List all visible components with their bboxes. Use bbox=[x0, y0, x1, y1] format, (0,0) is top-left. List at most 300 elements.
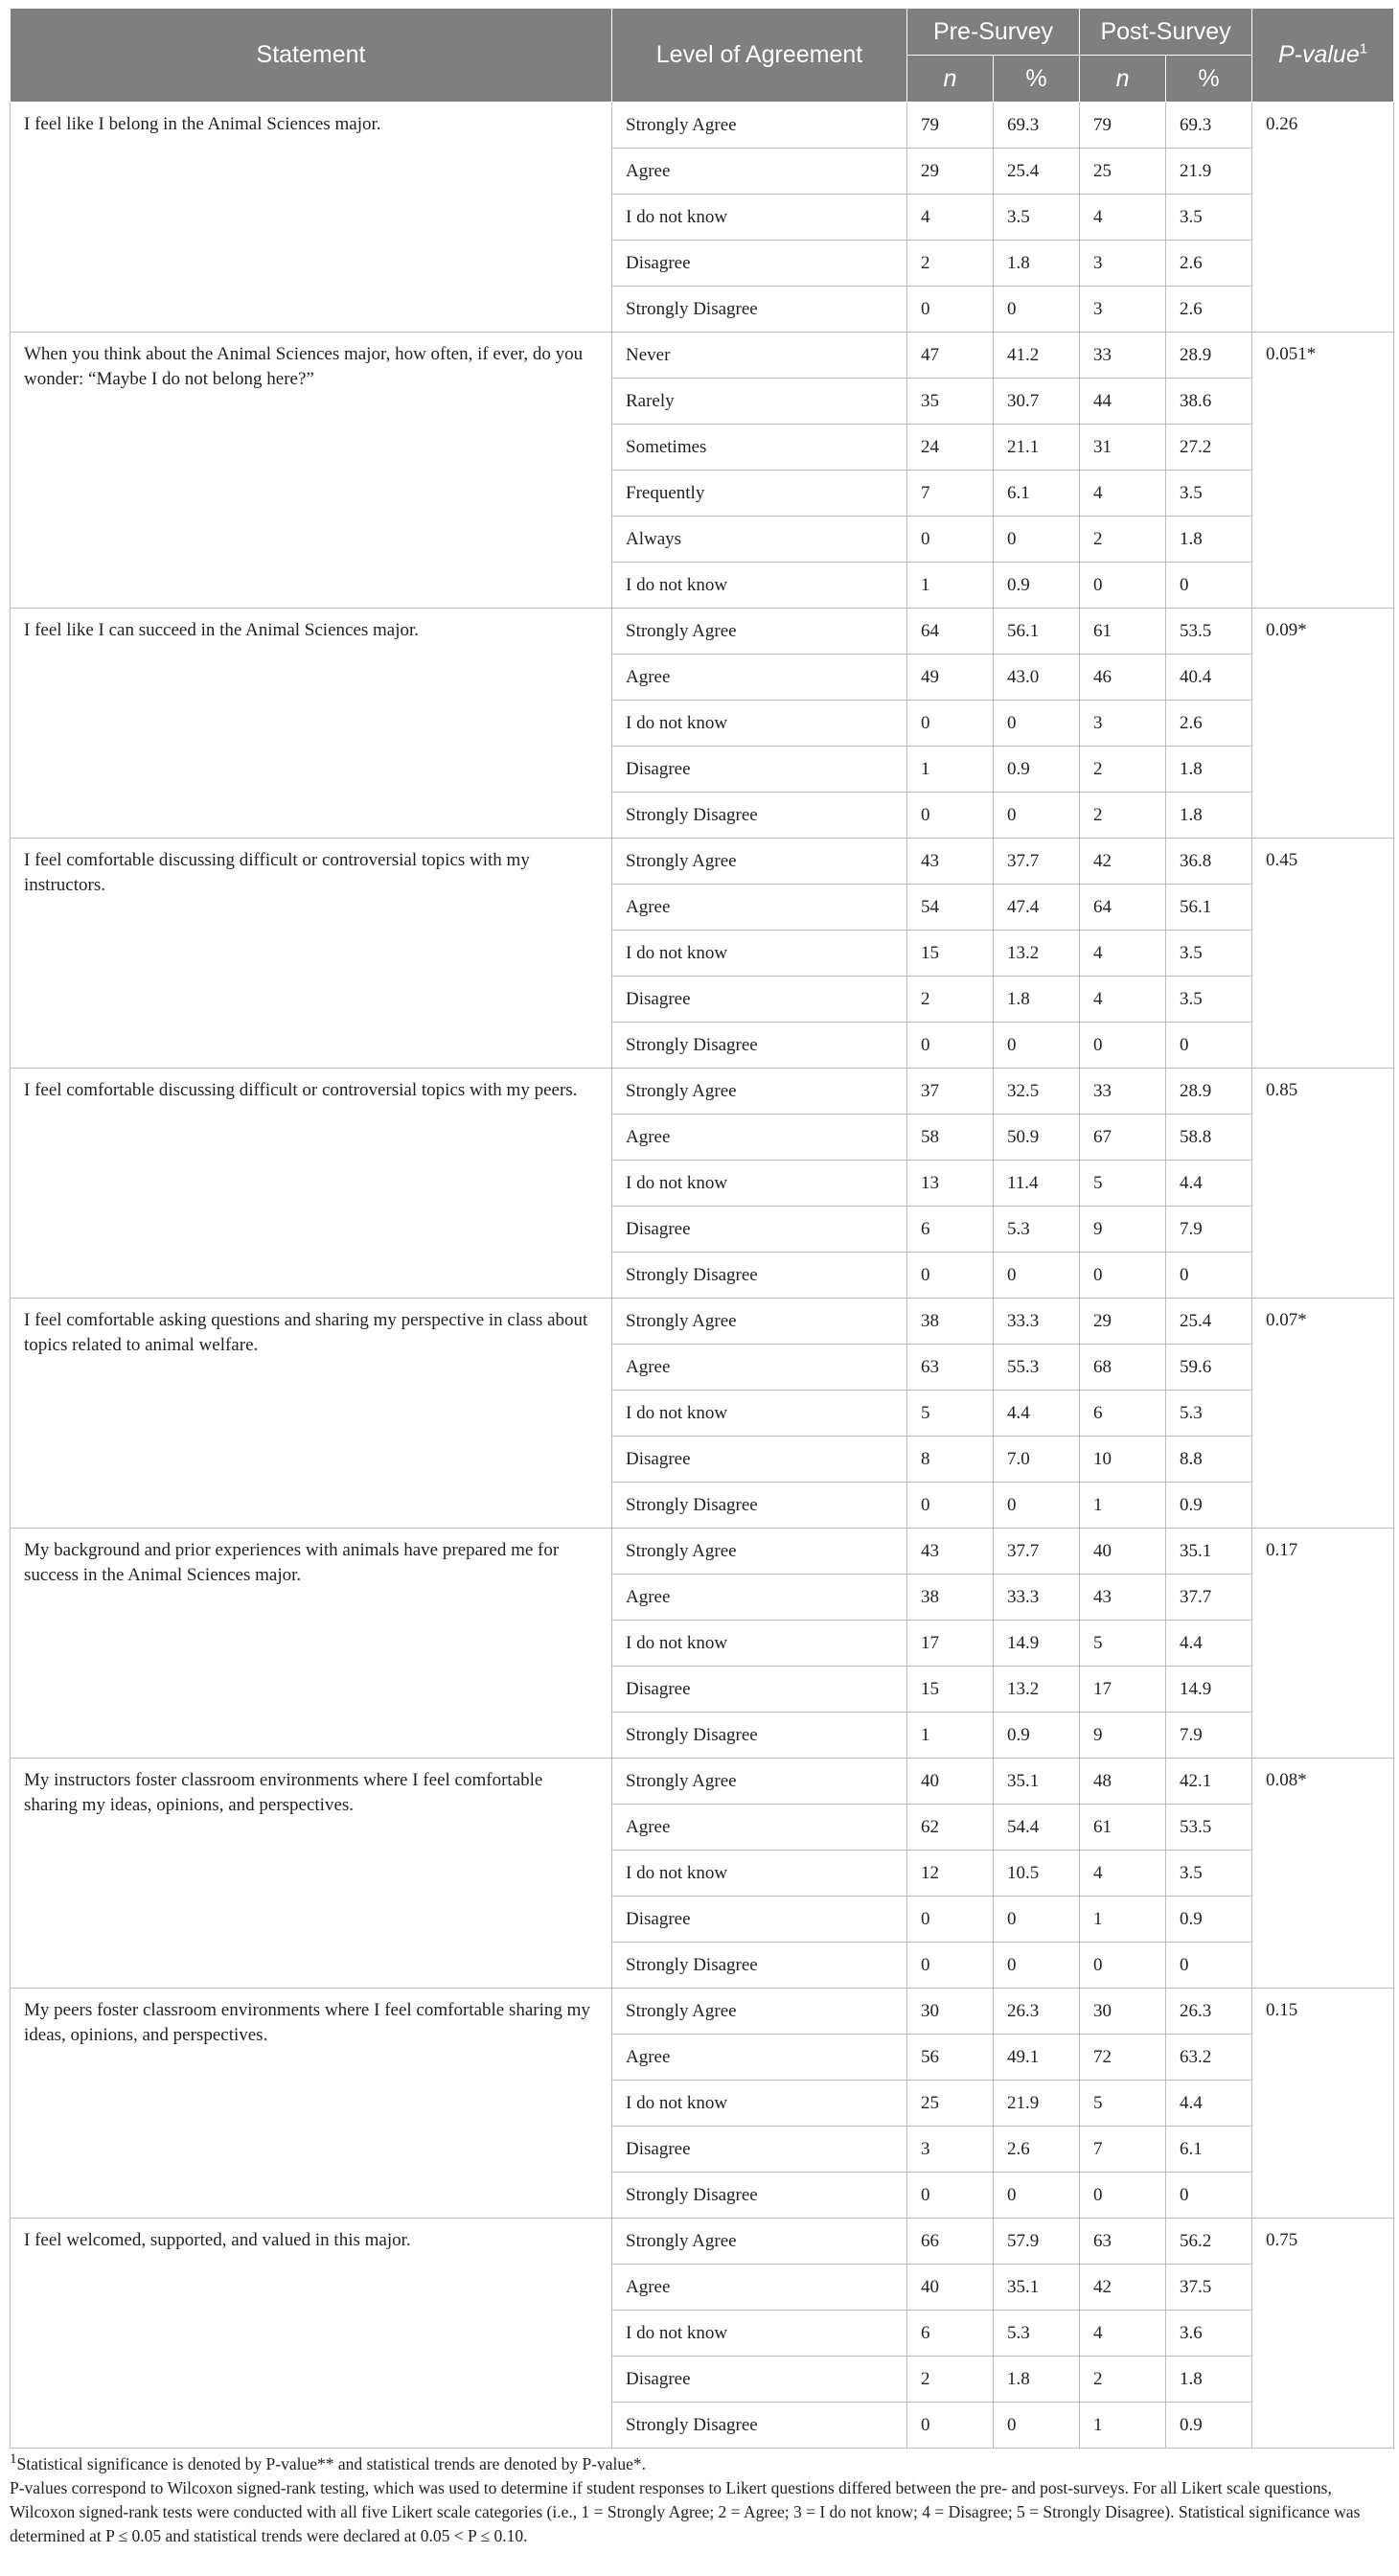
post-n-cell: 5 bbox=[1080, 1621, 1166, 1667]
header-p-value bbox=[1252, 9, 1394, 103]
statement-cell: I feel like I belong in the Animal Sciences major. bbox=[11, 103, 612, 333]
pre-percent-cell: 0 bbox=[994, 2403, 1080, 2449]
post-percent-cell: 28.9 bbox=[1166, 333, 1252, 379]
pre-percent-cell: 30.7 bbox=[994, 379, 1080, 425]
level-cell: Strongly Agree bbox=[612, 1069, 907, 1115]
post-n-cell: 0 bbox=[1080, 563, 1166, 609]
p-value-cell: 0.17 bbox=[1252, 1529, 1394, 1759]
table-footnote bbox=[10, 2452, 1393, 2548]
post-n-cell: 0 bbox=[1080, 1253, 1166, 1299]
post-percent-cell: 36.8 bbox=[1166, 839, 1252, 885]
table-row bbox=[11, 103, 1394, 149]
pre-percent-cell: 1.8 bbox=[994, 241, 1080, 287]
pre-percent-cell: 21.9 bbox=[994, 2081, 1080, 2127]
pre-percent-cell: 55.3 bbox=[994, 1345, 1080, 1391]
post-percent-cell: 37.5 bbox=[1166, 2265, 1252, 2311]
level-cell: Strongly Agree bbox=[612, 103, 907, 149]
post-percent-cell: 53.5 bbox=[1166, 1805, 1252, 1851]
header-post-n: n bbox=[1080, 56, 1166, 103]
post-n-cell: 5 bbox=[1080, 2081, 1166, 2127]
post-percent-cell: 40.4 bbox=[1166, 655, 1252, 701]
post-n-cell: 42 bbox=[1080, 2265, 1166, 2311]
post-percent-cell: 58.8 bbox=[1166, 1115, 1252, 1161]
pre-n-cell: 1 bbox=[907, 747, 994, 793]
post-n-cell: 1 bbox=[1080, 1897, 1166, 1943]
post-n-cell: 0 bbox=[1080, 1023, 1166, 1069]
pre-n-cell: 25 bbox=[907, 2081, 994, 2127]
pre-n-cell: 4 bbox=[907, 195, 994, 241]
pre-n-cell: 79 bbox=[907, 103, 994, 149]
p-value-cell: 0.08* bbox=[1252, 1759, 1394, 1989]
pre-percent-cell: 10.5 bbox=[994, 1851, 1080, 1897]
pre-n-cell: 1 bbox=[907, 563, 994, 609]
pre-percent-cell: 13.2 bbox=[994, 931, 1080, 977]
pre-n-cell: 0 bbox=[907, 701, 994, 747]
post-percent-cell: 38.6 bbox=[1166, 379, 1252, 425]
pre-percent-cell: 0.9 bbox=[994, 563, 1080, 609]
level-cell: Disagree bbox=[612, 1437, 907, 1483]
pre-n-cell: 0 bbox=[907, 1943, 994, 1989]
pre-n-cell: 0 bbox=[907, 1483, 994, 1529]
pre-percent-cell: 32.5 bbox=[994, 1069, 1080, 1115]
pre-n-cell: 0 bbox=[907, 1897, 994, 1943]
post-percent-cell: 0 bbox=[1166, 563, 1252, 609]
post-percent-cell: 3.5 bbox=[1166, 931, 1252, 977]
pre-percent-cell: 0 bbox=[994, 2173, 1080, 2219]
pre-percent-cell: 13.2 bbox=[994, 1667, 1080, 1713]
pre-percent-cell: 69.3 bbox=[994, 103, 1080, 149]
p-value-cell: 0.07* bbox=[1252, 1299, 1394, 1529]
level-cell: Strongly Agree bbox=[612, 1989, 907, 2035]
pre-percent-cell: 47.4 bbox=[994, 885, 1080, 931]
post-percent-cell: 3.5 bbox=[1166, 471, 1252, 517]
pre-percent-cell: 37.7 bbox=[994, 839, 1080, 885]
pre-percent-cell: 2.6 bbox=[994, 2127, 1080, 2173]
pre-percent-cell: 50.9 bbox=[994, 1115, 1080, 1161]
pre-percent-cell: 7.0 bbox=[994, 1437, 1080, 1483]
pre-n-cell: 17 bbox=[907, 1621, 994, 1667]
header-p-value-label: P-value bbox=[1277, 41, 1360, 68]
statement-cell: My peers foster classroom environments where I feel comfortable sharing my ideas, opinions, and perspectives. bbox=[11, 1989, 612, 2219]
level-cell: I do not know bbox=[612, 931, 907, 977]
post-n-cell: 2 bbox=[1080, 747, 1166, 793]
level-cell: Agree bbox=[612, 2265, 907, 2311]
level-cell: I do not know bbox=[612, 1391, 907, 1437]
post-n-cell: 25 bbox=[1080, 149, 1166, 195]
pre-percent-cell: 49.1 bbox=[994, 2035, 1080, 2081]
pre-percent-cell: 26.3 bbox=[994, 1989, 1080, 2035]
pre-percent-cell: 33.3 bbox=[994, 1299, 1080, 1345]
post-n-cell: 29 bbox=[1080, 1299, 1166, 1345]
footnote-superscript: 1 bbox=[10, 2451, 17, 2468]
level-cell: Strongly Disagree bbox=[612, 2173, 907, 2219]
pre-percent-cell: 1.8 bbox=[994, 977, 1080, 1023]
post-n-cell: 4 bbox=[1080, 2311, 1166, 2357]
post-n-cell: 2 bbox=[1080, 517, 1166, 563]
level-cell: Frequently bbox=[612, 471, 907, 517]
pre-n-cell: 5 bbox=[907, 1391, 994, 1437]
post-percent-cell: 42.1 bbox=[1166, 1759, 1252, 1805]
pre-percent-cell: 0 bbox=[994, 1897, 1080, 1943]
p-value-cell: 0.15 bbox=[1252, 1989, 1394, 2219]
pre-percent-cell: 33.3 bbox=[994, 1575, 1080, 1621]
level-cell: Agree bbox=[612, 1575, 907, 1621]
pre-n-cell: 63 bbox=[907, 1345, 994, 1391]
post-n-cell: 4 bbox=[1080, 931, 1166, 977]
level-cell: I do not know bbox=[612, 2311, 907, 2357]
table-row bbox=[11, 609, 1394, 655]
level-cell: Strongly Disagree bbox=[612, 793, 907, 839]
level-cell: I do not know bbox=[612, 2081, 907, 2127]
level-cell: I do not know bbox=[612, 701, 907, 747]
table-row bbox=[11, 1529, 1394, 1575]
post-n-cell: 64 bbox=[1080, 885, 1166, 931]
post-percent-cell: 0 bbox=[1166, 1253, 1252, 1299]
pre-n-cell: 40 bbox=[907, 1759, 994, 1805]
pre-percent-cell: 11.4 bbox=[994, 1161, 1080, 1207]
post-percent-cell: 3.6 bbox=[1166, 2311, 1252, 2357]
post-n-cell: 48 bbox=[1080, 1759, 1166, 1805]
pre-n-cell: 7 bbox=[907, 471, 994, 517]
level-cell: Strongly Disagree bbox=[612, 1253, 907, 1299]
pre-n-cell: 40 bbox=[907, 2265, 994, 2311]
post-n-cell: 31 bbox=[1080, 425, 1166, 471]
pre-n-cell: 6 bbox=[907, 1207, 994, 1253]
level-cell: I do not know bbox=[612, 1621, 907, 1667]
statement-cell: I feel comfortable discussing difficult or controversial topics with my instructors. bbox=[11, 839, 612, 1069]
post-n-cell: 44 bbox=[1080, 379, 1166, 425]
pre-n-cell: 62 bbox=[907, 1805, 994, 1851]
post-percent-cell: 1.8 bbox=[1166, 747, 1252, 793]
level-cell: Strongly Disagree bbox=[612, 1713, 907, 1759]
level-cell: Strongly Disagree bbox=[612, 1943, 907, 1989]
pre-percent-cell: 35.1 bbox=[994, 2265, 1080, 2311]
post-percent-cell: 3.5 bbox=[1166, 1851, 1252, 1897]
post-percent-cell: 4.4 bbox=[1166, 1161, 1252, 1207]
pre-n-cell: 0 bbox=[907, 1023, 994, 1069]
post-n-cell: 42 bbox=[1080, 839, 1166, 885]
survey-results-table bbox=[10, 8, 1394, 2449]
post-n-cell: 5 bbox=[1080, 1161, 1166, 1207]
post-n-cell: 4 bbox=[1080, 471, 1166, 517]
post-percent-cell: 2.6 bbox=[1166, 287, 1252, 333]
post-n-cell: 9 bbox=[1080, 1207, 1166, 1253]
pre-n-cell: 54 bbox=[907, 885, 994, 931]
pre-n-cell: 43 bbox=[907, 839, 994, 885]
pre-n-cell: 15 bbox=[907, 931, 994, 977]
pre-n-cell: 29 bbox=[907, 149, 994, 195]
post-n-cell: 33 bbox=[1080, 333, 1166, 379]
header-p-value-superscript: 1 bbox=[1359, 40, 1368, 58]
pre-n-cell: 8 bbox=[907, 1437, 994, 1483]
post-percent-cell: 1.8 bbox=[1166, 793, 1252, 839]
post-n-cell: 79 bbox=[1080, 103, 1166, 149]
level-cell: Always bbox=[612, 517, 907, 563]
statement-cell: My instructors foster classroom environments where I feel comfortable sharing my ideas, opinions, and perspectives. bbox=[11, 1759, 612, 1989]
level-cell: I do not know bbox=[612, 1851, 907, 1897]
pre-percent-cell: 3.5 bbox=[994, 195, 1080, 241]
table-row bbox=[11, 1069, 1394, 1115]
table-header bbox=[11, 9, 1394, 103]
statement-cell: I feel comfortable discussing difficult or controversial topics with my peers. bbox=[11, 1069, 612, 1299]
post-n-cell: 3 bbox=[1080, 241, 1166, 287]
level-cell: Agree bbox=[612, 1345, 907, 1391]
level-cell: Disagree bbox=[612, 1207, 907, 1253]
statement-cell: I feel like I can succeed in the Animal Sciences major. bbox=[11, 609, 612, 839]
p-value-cell: 0.051* bbox=[1252, 333, 1394, 609]
pre-n-cell: 0 bbox=[907, 1253, 994, 1299]
header-pre-survey: Pre-Survey bbox=[907, 9, 1080, 56]
post-percent-cell: 63.2 bbox=[1166, 2035, 1252, 2081]
post-n-cell: 4 bbox=[1080, 977, 1166, 1023]
pre-percent-cell: 5.3 bbox=[994, 2311, 1080, 2357]
pre-percent-cell: 25.4 bbox=[994, 149, 1080, 195]
statement-cell: When you think about the Animal Sciences major, how often, if ever, do you wonder: “Maybe I do not belong here?” bbox=[11, 333, 612, 609]
level-cell: Strongly Disagree bbox=[612, 1023, 907, 1069]
footnote-significance-text: Statistical significance is denoted by P-value** and statistical trends are denoted by P-value*. bbox=[16, 2454, 647, 2473]
post-percent-cell: 14.9 bbox=[1166, 1667, 1252, 1713]
post-percent-cell: 2.6 bbox=[1166, 701, 1252, 747]
p-value-cell: 0.75 bbox=[1252, 2219, 1394, 2449]
table-row bbox=[11, 1759, 1394, 1805]
pre-n-cell: 2 bbox=[907, 977, 994, 1023]
post-n-cell: 10 bbox=[1080, 1437, 1166, 1483]
post-percent-cell: 0 bbox=[1166, 2173, 1252, 2219]
level-cell: Strongly Agree bbox=[612, 1759, 907, 1805]
pre-n-cell: 38 bbox=[907, 1299, 994, 1345]
level-cell: Disagree bbox=[612, 2357, 907, 2403]
table-body bbox=[11, 103, 1394, 2449]
pre-percent-cell: 6.1 bbox=[994, 471, 1080, 517]
pre-percent-cell: 41.2 bbox=[994, 333, 1080, 379]
header-statement: Statement bbox=[11, 9, 612, 103]
post-percent-cell: 7.9 bbox=[1166, 1713, 1252, 1759]
level-cell: Disagree bbox=[612, 977, 907, 1023]
post-n-cell: 43 bbox=[1080, 1575, 1166, 1621]
post-percent-cell: 28.9 bbox=[1166, 1069, 1252, 1115]
level-cell: Agree bbox=[612, 1805, 907, 1851]
post-percent-cell: 1.8 bbox=[1166, 517, 1252, 563]
level-cell: I do not know bbox=[612, 563, 907, 609]
pre-n-cell: 0 bbox=[907, 793, 994, 839]
header-post-survey: Post-Survey bbox=[1080, 9, 1252, 56]
table-row bbox=[11, 839, 1394, 885]
pre-n-cell: 2 bbox=[907, 2357, 994, 2403]
pre-n-cell: 0 bbox=[907, 287, 994, 333]
post-percent-cell: 69.3 bbox=[1166, 103, 1252, 149]
post-percent-cell: 4.4 bbox=[1166, 1621, 1252, 1667]
pre-n-cell: 58 bbox=[907, 1115, 994, 1161]
post-n-cell: 4 bbox=[1080, 1851, 1166, 1897]
pre-percent-cell: 43.0 bbox=[994, 655, 1080, 701]
level-cell: Agree bbox=[612, 149, 907, 195]
post-percent-cell: 26.3 bbox=[1166, 1989, 1252, 2035]
pre-n-cell: 24 bbox=[907, 425, 994, 471]
pre-n-cell: 66 bbox=[907, 2219, 994, 2265]
pre-percent-cell: 57.9 bbox=[994, 2219, 1080, 2265]
post-percent-cell: 56.1 bbox=[1166, 885, 1252, 931]
post-n-cell: 40 bbox=[1080, 1529, 1166, 1575]
survey-table-container bbox=[10, 8, 1393, 2548]
post-percent-cell: 2.6 bbox=[1166, 241, 1252, 287]
post-percent-cell: 0 bbox=[1166, 1023, 1252, 1069]
post-percent-cell: 56.2 bbox=[1166, 2219, 1252, 2265]
pre-percent-cell: 0 bbox=[994, 287, 1080, 333]
post-n-cell: 46 bbox=[1080, 655, 1166, 701]
pre-n-cell: 64 bbox=[907, 609, 994, 655]
pre-n-cell: 2 bbox=[907, 241, 994, 287]
post-percent-cell: 1.8 bbox=[1166, 2357, 1252, 2403]
post-percent-cell: 7.9 bbox=[1166, 1207, 1252, 1253]
post-n-cell: 68 bbox=[1080, 1345, 1166, 1391]
level-cell: Sometimes bbox=[612, 425, 907, 471]
level-cell: Strongly Agree bbox=[612, 1529, 907, 1575]
header-pre-percent: % bbox=[994, 56, 1080, 103]
pre-percent-cell: 0 bbox=[994, 1483, 1080, 1529]
level-cell: Disagree bbox=[612, 747, 907, 793]
post-percent-cell: 59.6 bbox=[1166, 1345, 1252, 1391]
pre-n-cell: 13 bbox=[907, 1161, 994, 1207]
level-cell: Rarely bbox=[612, 379, 907, 425]
table-row bbox=[11, 1299, 1394, 1345]
post-n-cell: 72 bbox=[1080, 2035, 1166, 2081]
pre-n-cell: 43 bbox=[907, 1529, 994, 1575]
pre-n-cell: 0 bbox=[907, 2173, 994, 2219]
pre-percent-cell: 0 bbox=[994, 517, 1080, 563]
pre-percent-cell: 0 bbox=[994, 793, 1080, 839]
post-percent-cell: 6.1 bbox=[1166, 2127, 1252, 2173]
post-percent-cell: 4.4 bbox=[1166, 2081, 1252, 2127]
statement-cell: I feel comfortable asking questions and sharing my perspective in class about topics related to animal welfare. bbox=[11, 1299, 612, 1529]
post-percent-cell: 8.8 bbox=[1166, 1437, 1252, 1483]
level-cell: Agree bbox=[612, 2035, 907, 2081]
pre-n-cell: 12 bbox=[907, 1851, 994, 1897]
post-percent-cell: 3.5 bbox=[1166, 195, 1252, 241]
p-value-cell: 0.09* bbox=[1252, 609, 1394, 839]
pre-percent-cell: 0.9 bbox=[994, 747, 1080, 793]
statement-cell: My background and prior experiences with animals have prepared me for success in the Animal Sciences major. bbox=[11, 1529, 612, 1759]
post-percent-cell: 25.4 bbox=[1166, 1299, 1252, 1345]
post-n-cell: 61 bbox=[1080, 609, 1166, 655]
level-cell: Strongly Agree bbox=[612, 1299, 907, 1345]
post-percent-cell: 0.9 bbox=[1166, 1483, 1252, 1529]
post-percent-cell: 3.5 bbox=[1166, 977, 1252, 1023]
header-pre-n: n bbox=[907, 56, 994, 103]
pre-n-cell: 47 bbox=[907, 333, 994, 379]
table-row bbox=[11, 2219, 1394, 2265]
post-n-cell: 9 bbox=[1080, 1713, 1166, 1759]
level-cell: Disagree bbox=[612, 1897, 907, 1943]
pre-n-cell: 30 bbox=[907, 1989, 994, 2035]
pre-n-cell: 38 bbox=[907, 1575, 994, 1621]
pre-n-cell: 56 bbox=[907, 2035, 994, 2081]
level-cell: Strongly Disagree bbox=[612, 1483, 907, 1529]
post-percent-cell: 37.7 bbox=[1166, 1575, 1252, 1621]
footnote-line-2: P-values correspond to Wilcoxon signed-rank testing, which was used to determine if student responses to Likert questions differed between the pre- and post-surveys. For all Likert scale questions, Wilcoxon signed-rank tests were conducted with all five Likert scale categories (i.e., 1 = Strongly Agree; 2 = Agree; 3 = I do not know; 4 = Disagree; 5 = Strongly Disagree). Statistical significance was determined at P ≤ 0.05 and statistical trends were declared at 0.05 < P ≤ 0.10. bbox=[10, 2478, 1361, 2545]
pre-percent-cell: 14.9 bbox=[994, 1621, 1080, 1667]
pre-percent-cell: 0 bbox=[994, 1023, 1080, 1069]
pre-n-cell: 37 bbox=[907, 1069, 994, 1115]
post-n-cell: 33 bbox=[1080, 1069, 1166, 1115]
pre-percent-cell: 5.3 bbox=[994, 1207, 1080, 1253]
pre-percent-cell: 0.9 bbox=[994, 1713, 1080, 1759]
post-n-cell: 0 bbox=[1080, 1943, 1166, 1989]
level-cell: Agree bbox=[612, 1115, 907, 1161]
post-n-cell: 3 bbox=[1080, 287, 1166, 333]
post-n-cell: 1 bbox=[1080, 2403, 1166, 2449]
post-n-cell: 30 bbox=[1080, 1989, 1166, 2035]
pre-percent-cell: 0 bbox=[994, 1943, 1080, 1989]
level-cell: Never bbox=[612, 333, 907, 379]
post-percent-cell: 0.9 bbox=[1166, 1897, 1252, 1943]
level-cell: Disagree bbox=[612, 241, 907, 287]
pre-percent-cell: 1.8 bbox=[994, 2357, 1080, 2403]
level-cell: Agree bbox=[612, 655, 907, 701]
pre-n-cell: 0 bbox=[907, 517, 994, 563]
post-n-cell: 6 bbox=[1080, 1391, 1166, 1437]
p-value-cell: 0.26 bbox=[1252, 103, 1394, 333]
post-percent-cell: 0 bbox=[1166, 1943, 1252, 1989]
pre-percent-cell: 37.7 bbox=[994, 1529, 1080, 1575]
statement-cell: I feel welcomed, supported, and valued in this major. bbox=[11, 2219, 612, 2449]
level-cell: Strongly Agree bbox=[612, 609, 907, 655]
post-n-cell: 17 bbox=[1080, 1667, 1166, 1713]
level-cell: I do not know bbox=[612, 1161, 907, 1207]
pre-n-cell: 15 bbox=[907, 1667, 994, 1713]
level-cell: I do not know bbox=[612, 195, 907, 241]
post-percent-cell: 27.2 bbox=[1166, 425, 1252, 471]
p-value-cell: 0.45 bbox=[1252, 839, 1394, 1069]
pre-percent-cell: 35.1 bbox=[994, 1759, 1080, 1805]
post-n-cell: 2 bbox=[1080, 793, 1166, 839]
pre-n-cell: 3 bbox=[907, 2127, 994, 2173]
post-n-cell: 4 bbox=[1080, 195, 1166, 241]
pre-n-cell: 0 bbox=[907, 2403, 994, 2449]
post-percent-cell: 0.9 bbox=[1166, 2403, 1252, 2449]
pre-n-cell: 6 bbox=[907, 2311, 994, 2357]
table-row bbox=[11, 1989, 1394, 2035]
header-post-percent: % bbox=[1166, 56, 1252, 103]
post-n-cell: 0 bbox=[1080, 2173, 1166, 2219]
post-percent-cell: 21.9 bbox=[1166, 149, 1252, 195]
post-n-cell: 63 bbox=[1080, 2219, 1166, 2265]
pre-percent-cell: 21.1 bbox=[994, 425, 1080, 471]
post-n-cell: 61 bbox=[1080, 1805, 1166, 1851]
level-cell: Strongly Agree bbox=[612, 839, 907, 885]
post-percent-cell: 53.5 bbox=[1166, 609, 1252, 655]
level-cell: Strongly Agree bbox=[612, 2219, 907, 2265]
post-n-cell: 7 bbox=[1080, 2127, 1166, 2173]
level-cell: Strongly Disagree bbox=[612, 2403, 907, 2449]
post-n-cell: 1 bbox=[1080, 1483, 1166, 1529]
pre-percent-cell: 0 bbox=[994, 701, 1080, 747]
level-cell: Agree bbox=[612, 885, 907, 931]
post-percent-cell: 35.1 bbox=[1166, 1529, 1252, 1575]
pre-n-cell: 49 bbox=[907, 655, 994, 701]
level-cell: Disagree bbox=[612, 1667, 907, 1713]
header-level-of-agreement: Level of Agreement bbox=[612, 9, 907, 103]
footnote-line-1 bbox=[10, 2452, 1393, 2476]
post-n-cell: 67 bbox=[1080, 1115, 1166, 1161]
p-value-cell: 0.85 bbox=[1252, 1069, 1394, 1299]
post-n-cell: 2 bbox=[1080, 2357, 1166, 2403]
level-cell: Disagree bbox=[612, 2127, 907, 2173]
pre-percent-cell: 4.4 bbox=[994, 1391, 1080, 1437]
post-percent-cell: 5.3 bbox=[1166, 1391, 1252, 1437]
pre-percent-cell: 0 bbox=[994, 1253, 1080, 1299]
pre-n-cell: 35 bbox=[907, 379, 994, 425]
pre-percent-cell: 54.4 bbox=[994, 1805, 1080, 1851]
